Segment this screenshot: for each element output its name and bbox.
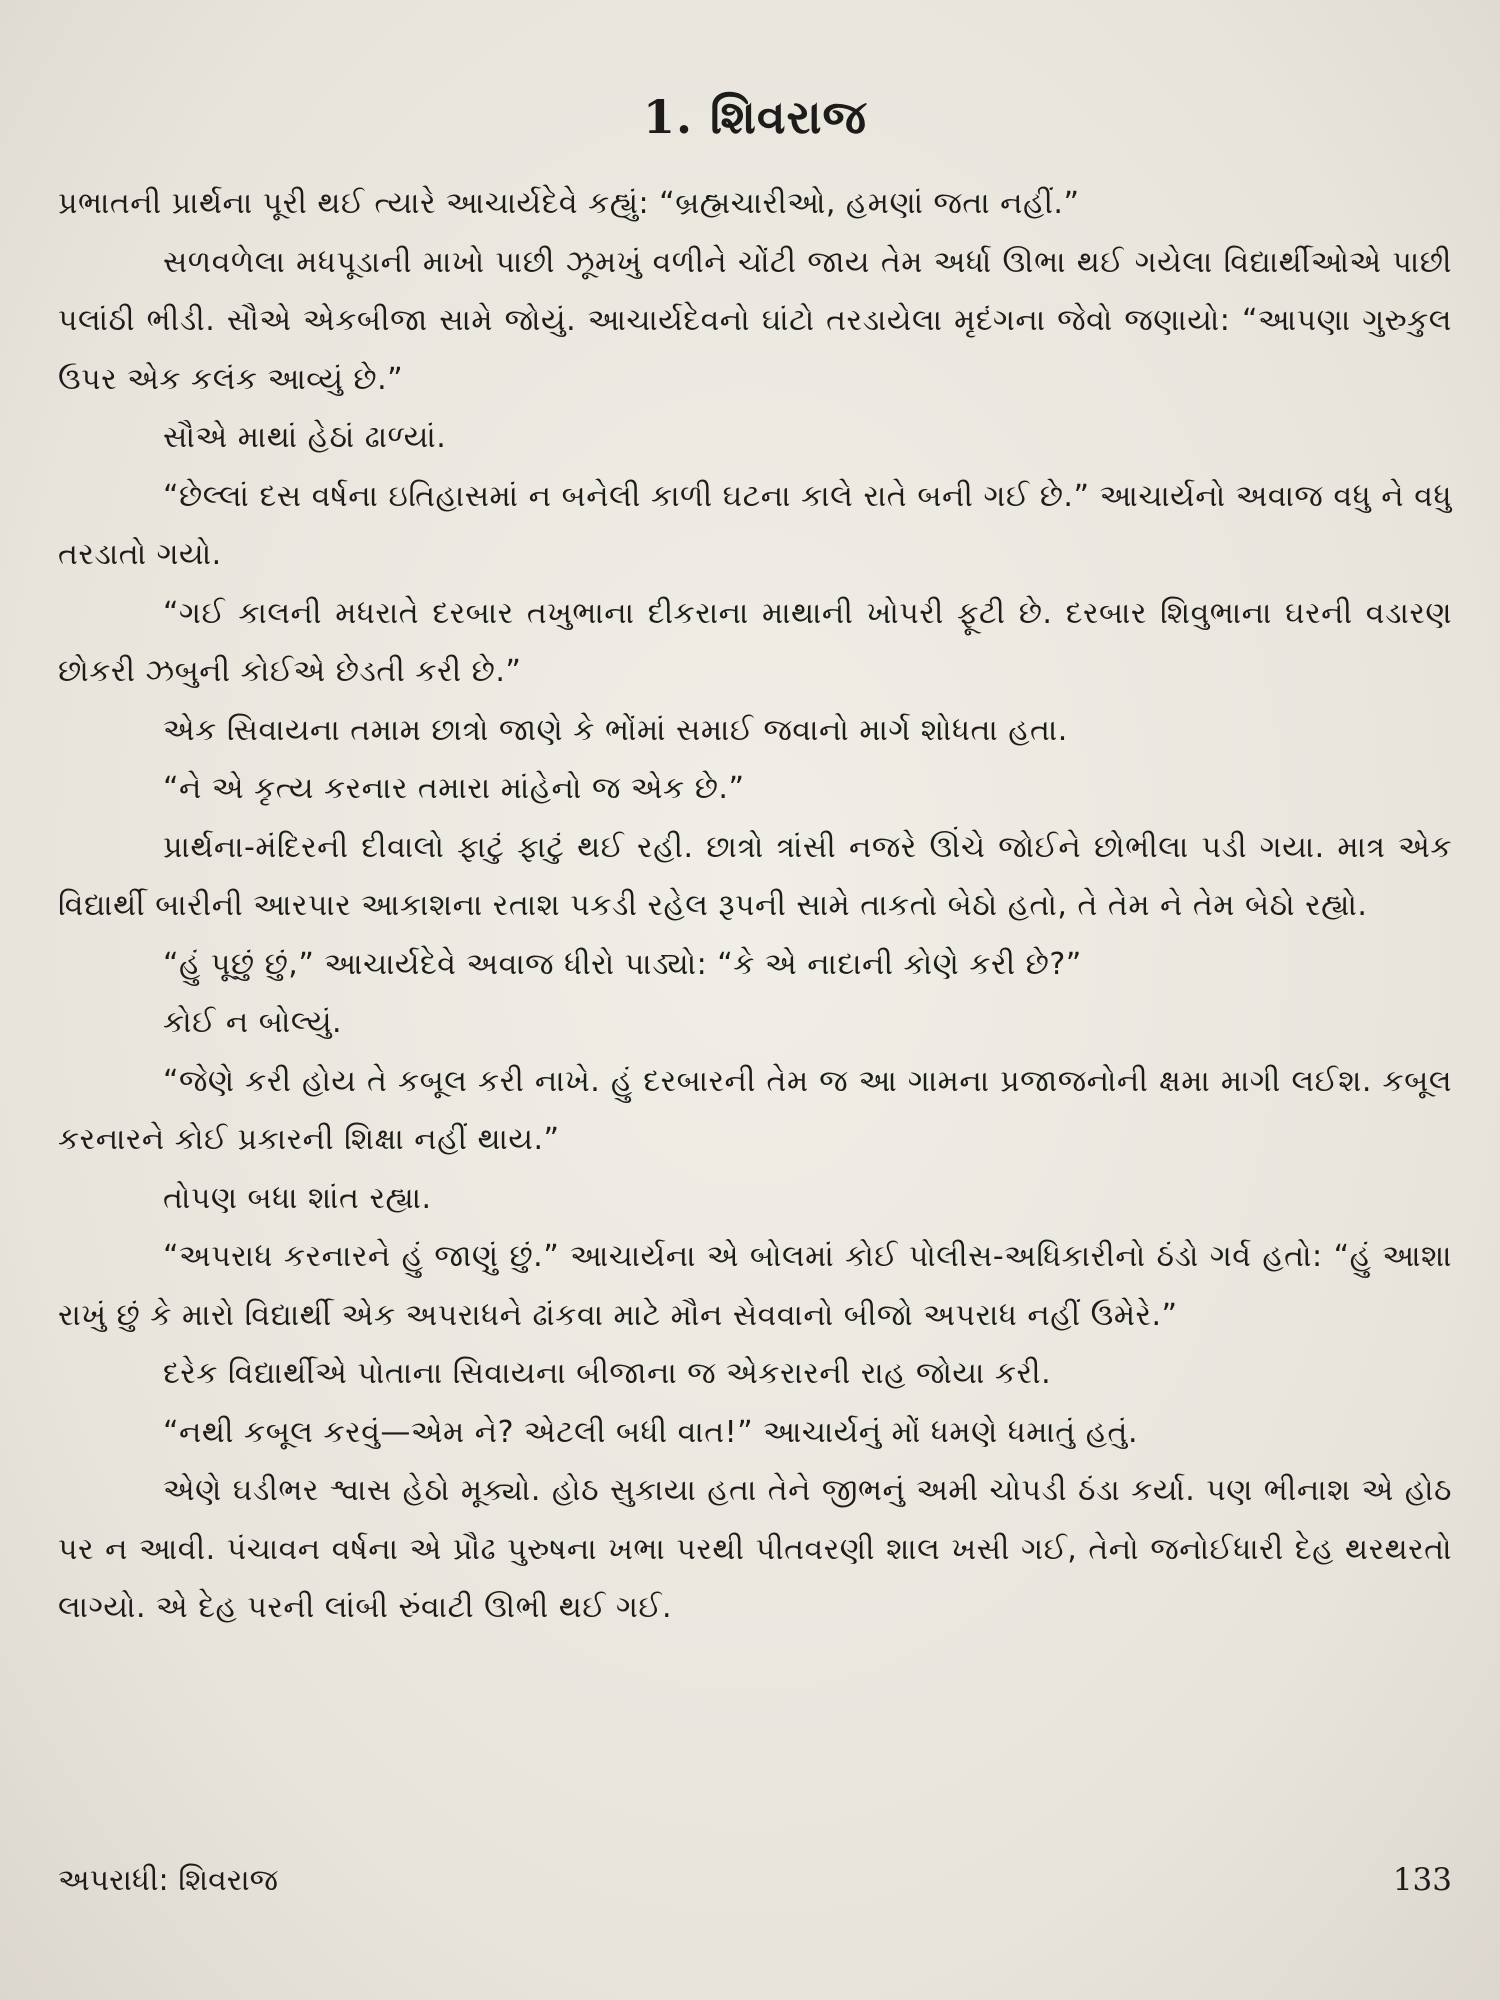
paragraph-13: “અપરાધ કરનારને હું જાણું છું.” આચાર્યના એ બોલમાં કોઈ પોલીસ-અધિકારીનો ઠંડો ગર્વ હતો: “હું આશા રાખું છું કે મારો વિદ્યાર્થી એક અપરાધને ઢાંકવા માટે મૌન સેવવાનો બીજો અપરાધ નહીં ઉમેરે.” <box>58 1239 1452 1333</box>
paragraph-3: સૌએ માથાં હેઠાં ઢાળ્યાં. <box>163 420 447 456</box>
paragraph-7: “ને એ કૃત્ય કરનાર તમારા માંહેનો જ એક છે.” <box>163 771 745 807</box>
page-number: 133 <box>1392 1862 1452 1898</box>
paragraph-1: પ્રભાતની પ્રાર્થના પૂરી થઈ ત્યારે આચાર્યદેવે કહ્યું: “બ્રહ્મચારીઓ, હમણાં જતા નહીં.” <box>58 186 1080 222</box>
paragraph-16: એણે ઘડીભર શ્વાસ હેઠો મૂક્યો. હોઠ સુકાયા હતા તેને જીભનું અમી ચોપડી ઠંડા કર્યા. પણ ભીનાશ એ હોઠ પર ન આવી. પંચાવન વર્ષના એ પ્રૌઢ પુરુષના ખભા પરથી પીતવરણી શાલ ખસી ગઈ, તેનો જનોઈધારી દેહ થરથરતો લાગ્યો. એ દેહ પરની લાંબી રુંવાટી ઊભી થઈ ગઈ. <box>58 1473 1452 1626</box>
running-title: અપરાધી: શિવરાજ <box>58 1863 279 1898</box>
paragraph-11: “જેણે કરી હોય તે કબૂલ કરી નાખે. હું દરબારની તેમ જ આ ગામના પ્રજાજનોની ક્ષમા માગી લઈશ. કબૂલ કરનારને કોઈ પ્રકારની શિક્ષા નહીં થાય.” <box>58 1063 1452 1158</box>
paragraph-14: દરેક વિદ્યાર્થીએ પોતાના સિવાયના બીજાના જ એકરારની રાહ જોયા કરી. <box>163 1356 1052 1392</box>
paragraph-9: “હું પૂછું છું,” આચાર્યદેવે અવાજ ધીરો પાડ્યો: “કે એ નાદાની કોણે કરી છે?” <box>163 946 1082 982</box>
paragraph-12: તોપણ બધા શાંત રહ્યા. <box>163 1180 432 1216</box>
chapter-title: 1. શિવરાજ <box>642 90 868 144</box>
page-footer <box>58 1862 1452 1898</box>
paragraph-8: પ્રાર્થના-મંદિરની દીવાલો ફાટું ફાટું થઈ રહી. છાત્રો ત્રાંસી નજરે ઊંચે જોઈને છોભીલા પડી ગયા. માત્ર એક વિદ્યાર્થી બારીની આરપાર આકાશના રતાશ પકડી રહેલ રૂપની સામે તાકતો બેઠો હતો, તે તેમ ને તેમ બેઠો રહ્યો. <box>58 829 1452 924</box>
chapter-body <box>58 175 1452 1638</box>
paragraph-4: “છેલ્લાં દસ વર્ષના ઇતિહાસમાં ન બનેલી કાળી ઘટના કાલે રાતે બની ગઈ છે.” આચાર્યનો અવાજ વધુ ને વધુ તરડાતો ગયો. <box>58 478 1452 573</box>
paragraph-5: “ગઈ કાલની મધરાતે દરબાર તખુભાના દીકરાના માથાની ખોપરી ફૂટી છે. દરબાર શિવુભાના ઘરની વડારણ છોકરી ઝબુની કોઈએ છેડતી કરી છે.” <box>58 595 1452 690</box>
paragraph-15: “નથી કબૂલ કરવું—એમ ને? એટલી બધી વાત!” આચાર્યનું મોં ધમણે ધમાતું હતું. <box>163 1414 1138 1450</box>
paragraph-2: સળવળેલા મધપૂડાની માખો પાછી ઝૂમખું વળીને ચોંટી જાય તેમ અર્ધા ઊભા થઈ ગયેલા વિદ્યાર્થીઓએ પાછી પલાંઠી ભીડી. સૌએ એકબીજા સામે જોયું. આચાર્યદેવનો ઘાંટો તરડાયેલા મૃદંગના જેવો જણાયો: “આપણા ગુરુકુલ ઉપર એક કલંક આવ્યું છે.” <box>58 244 1452 397</box>
paragraph-6: એક સિવાયના તમામ છાત્રો જાણે કે ભોંમાં સમાઈ જવાનો માર્ગ શોધતા હતા. <box>163 712 1068 748</box>
paragraph-10: કોઈ ન બોલ્યું. <box>163 1005 343 1041</box>
